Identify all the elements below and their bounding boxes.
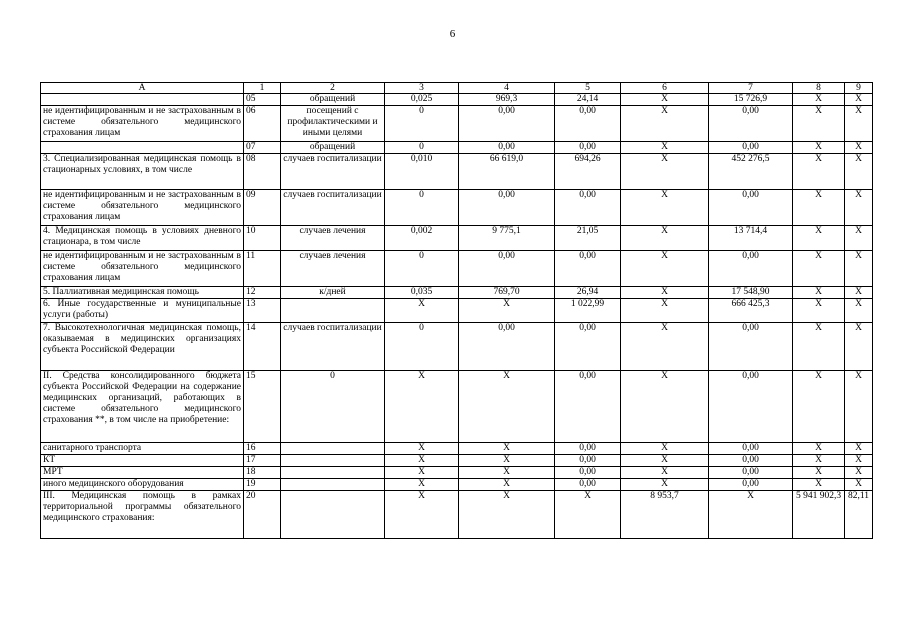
table-cell: 0 <box>385 142 459 154</box>
table-cell: Х <box>621 94 709 106</box>
table-cell: Х <box>793 467 845 479</box>
table-cell: Х <box>845 323 873 371</box>
table-cell: Х <box>385 443 459 455</box>
table-row <box>41 479 873 491</box>
table-cell: 18 <box>244 467 281 479</box>
table-cell <box>281 443 385 455</box>
table-cell: Х <box>459 371 555 443</box>
table-row <box>41 106 873 142</box>
table-cell: 0,00 <box>555 371 621 443</box>
table-cell: Х <box>793 479 845 491</box>
table-cell: Х <box>385 299 459 323</box>
table-cell: Х <box>793 190 845 226</box>
table-cell: Х <box>845 154 873 190</box>
table-cell: Х <box>793 106 845 142</box>
table-cell: 0 <box>385 106 459 142</box>
table-cell: Х <box>793 371 845 443</box>
table-cell: Х <box>621 106 709 142</box>
table-cell <box>281 479 385 491</box>
table-cell: Х <box>793 455 845 467</box>
table-cell: Х <box>621 467 709 479</box>
table-cell: Х <box>845 287 873 299</box>
table-cell: 5. Паллиативная медицинская помощь <box>41 287 244 299</box>
table-cell: 7. Высокотехнологичная медицинская помощь, оказываемая в медицинских организациях субъекта Российской Федерации <box>41 323 244 371</box>
table-cell: Х <box>621 479 709 491</box>
table-cell: Х <box>845 371 873 443</box>
table-cell: Х <box>385 467 459 479</box>
table-cell <box>281 299 385 323</box>
table-cell: 4. Медицинская помощь в условиях дневного стационара, в том числе <box>41 226 244 251</box>
table-cell: 11 <box>244 251 281 287</box>
table-cell: 09 <box>244 190 281 226</box>
table-row <box>41 287 873 299</box>
table-cell: 0,00 <box>459 142 555 154</box>
column-header-7: 7 <box>709 83 793 94</box>
table-cell: 13 <box>244 299 281 323</box>
table-cell: 6. Иные государственные и муниципальные услуги (работы) <box>41 299 244 323</box>
table-cell: к/дней <box>281 287 385 299</box>
table-cell: Х <box>555 491 621 539</box>
table-cell: 969,3 <box>459 94 555 106</box>
column-header-1: 1 <box>244 83 281 94</box>
table-cell: 24,14 <box>555 94 621 106</box>
table-row <box>41 443 873 455</box>
table-row <box>41 142 873 154</box>
column-header-0: А <box>41 83 244 94</box>
table-cell: случаев госпитализации <box>281 154 385 190</box>
table-cell: КТ <box>41 455 244 467</box>
table-cell: 9 775,1 <box>459 226 555 251</box>
table-cell: 666 425,3 <box>709 299 793 323</box>
table-cell: 0,00 <box>709 190 793 226</box>
table-row <box>41 299 873 323</box>
table-cell: 1 022,99 <box>555 299 621 323</box>
table-row <box>41 94 873 106</box>
table-cell: III. Медицинская помощь в рамках территориальной программы обязательного медицинского страхования: <box>41 491 244 539</box>
financing-table <box>40 82 873 539</box>
table-row <box>41 491 873 539</box>
table-cell: Х <box>621 251 709 287</box>
table-cell: 0,00 <box>459 251 555 287</box>
table-cell: 82,11 <box>845 491 873 539</box>
column-header-8: 8 <box>793 83 845 94</box>
table-cell: Х <box>845 106 873 142</box>
table-cell: 0,00 <box>459 323 555 371</box>
table-row <box>41 323 873 371</box>
table-cell: Х <box>621 455 709 467</box>
table-cell: 12 <box>244 287 281 299</box>
table-cell: 0,00 <box>555 455 621 467</box>
table-cell: 0 <box>385 251 459 287</box>
table-cell: Х <box>459 479 555 491</box>
column-header-9: 9 <box>845 83 873 94</box>
table-cell: Х <box>845 142 873 154</box>
table-cell: 0,00 <box>555 142 621 154</box>
table-cell: Х <box>845 443 873 455</box>
table-cell: 07 <box>244 142 281 154</box>
table-cell: 20 <box>244 491 281 539</box>
table-cell: случаев госпитализации <box>281 190 385 226</box>
table-cell: санитарного транспорта <box>41 443 244 455</box>
table-cell: Х <box>459 467 555 479</box>
table-cell: Х <box>621 371 709 443</box>
table-cell: 17 <box>244 455 281 467</box>
table-cell: Х <box>793 299 845 323</box>
table-cell: Х <box>845 251 873 287</box>
table-cell: 0 <box>385 190 459 226</box>
table-cell: 0,00 <box>555 467 621 479</box>
table-cell: 08 <box>244 154 281 190</box>
table-cell: Х <box>793 226 845 251</box>
table-cell: Х <box>459 299 555 323</box>
table-cell <box>281 467 385 479</box>
table-cell: Х <box>621 226 709 251</box>
column-header-4: 4 <box>459 83 555 94</box>
table-cell: 13 714,4 <box>709 226 793 251</box>
table-cell: 0,00 <box>709 371 793 443</box>
column-header-5: 5 <box>555 83 621 94</box>
table-cell: Х <box>845 299 873 323</box>
table-cell: 0,00 <box>709 142 793 154</box>
table-cell: обращений <box>281 94 385 106</box>
table-cell: 0 <box>385 323 459 371</box>
table-cell: Х <box>709 491 793 539</box>
table-cell: 0,002 <box>385 226 459 251</box>
table-cell: Х <box>793 443 845 455</box>
table-cell: Х <box>621 154 709 190</box>
table-cell: 66 619,0 <box>459 154 555 190</box>
table-cell: Х <box>385 371 459 443</box>
table-cell: 8 953,7 <box>621 491 709 539</box>
table-cell: Х <box>845 479 873 491</box>
table-cell: Х <box>621 299 709 323</box>
table-cell <box>41 142 244 154</box>
table-cell: не идентифицированным и не застрахованным в системе обязательного медицинского страхования лицам <box>41 190 244 226</box>
table-cell: Х <box>621 142 709 154</box>
column-header-3: 3 <box>385 83 459 94</box>
table-cell: случаев лечения <box>281 251 385 287</box>
table-cell: 5 941 902,3 <box>793 491 845 539</box>
table-cell: 0,00 <box>709 323 793 371</box>
table-row <box>41 251 873 287</box>
table-cell: Х <box>459 443 555 455</box>
table-cell: Х <box>621 323 709 371</box>
table-cell: 0,00 <box>555 251 621 287</box>
table-cell: 769,70 <box>459 287 555 299</box>
table-row <box>41 467 873 479</box>
table-cell: Х <box>621 190 709 226</box>
column-header-6: 6 <box>621 83 709 94</box>
table-cell: 0,00 <box>709 106 793 142</box>
table-cell: Х <box>621 287 709 299</box>
table-row <box>41 190 873 226</box>
table-cell: 0,00 <box>459 106 555 142</box>
table-cell: 0,00 <box>555 106 621 142</box>
table-cell: 15 726,9 <box>709 94 793 106</box>
table-cell: посещений с профилактическими и иными целями <box>281 106 385 142</box>
table-cell: 21,05 <box>555 226 621 251</box>
table-cell: 0,025 <box>385 94 459 106</box>
table-cell: случаев лечения <box>281 226 385 251</box>
table-cell: не идентифицированным и не застрахованным в системе обязательного медицинского страхования лицам <box>41 251 244 287</box>
table-cell: МРТ <box>41 467 244 479</box>
table-cell: Х <box>385 491 459 539</box>
table-cell: 0,00 <box>709 479 793 491</box>
column-header-2: 2 <box>281 83 385 94</box>
table-cell: 0,00 <box>709 467 793 479</box>
table-cell: Х <box>385 479 459 491</box>
table-cell: 0,00 <box>709 251 793 287</box>
table-cell: 452 276,5 <box>709 154 793 190</box>
table-cell: 16 <box>244 443 281 455</box>
table-cell: иного медицинского оборудования <box>41 479 244 491</box>
table-cell: 19 <box>244 479 281 491</box>
table-cell: Х <box>845 455 873 467</box>
table-cell: 0,00 <box>555 479 621 491</box>
table-cell: Х <box>621 443 709 455</box>
table-cell: 0,00 <box>709 443 793 455</box>
table-cell <box>281 491 385 539</box>
table-cell: 0,010 <box>385 154 459 190</box>
table-header-row <box>41 83 873 94</box>
table-cell: 694,26 <box>555 154 621 190</box>
table-cell <box>281 455 385 467</box>
table-cell: 26,94 <box>555 287 621 299</box>
table-cell: 15 <box>244 371 281 443</box>
table-cell: Х <box>793 94 845 106</box>
table-cell: 0,00 <box>555 443 621 455</box>
table-cell: 0,00 <box>555 190 621 226</box>
table-cell: 10 <box>244 226 281 251</box>
table-row <box>41 371 873 443</box>
table-cell: случаев госпитализации <box>281 323 385 371</box>
table-cell: 0 <box>281 371 385 443</box>
table-cell: 3. Специализированная медицинская помощь в стационарных условиях, в том числе <box>41 154 244 190</box>
table-row <box>41 154 873 190</box>
table-cell: II. Средства консолидированного бюджета субъекта Российской Федерации на содержание медицинских организаций, работающих в системе обязательного медицинского страхования **, в том числе на приобретение: <box>41 371 244 443</box>
table-cell: не идентифицированным и не застрахованным в системе обязательного медицинского страхования лицам <box>41 106 244 142</box>
table-cell: Х <box>385 455 459 467</box>
table-cell: 0,035 <box>385 287 459 299</box>
table-cell: Х <box>845 94 873 106</box>
table-cell: 0,00 <box>709 455 793 467</box>
table-cell: Х <box>845 226 873 251</box>
table-cell: обращений <box>281 142 385 154</box>
table-cell: Х <box>845 467 873 479</box>
table-cell: 17 548,90 <box>709 287 793 299</box>
table-cell: Х <box>845 190 873 226</box>
table-cell: Х <box>459 455 555 467</box>
table-cell: 05 <box>244 94 281 106</box>
table-cell: 0,00 <box>459 190 555 226</box>
table-cell: 14 <box>244 323 281 371</box>
table-cell: Х <box>793 323 845 371</box>
table-cell: 0,00 <box>555 323 621 371</box>
table-row <box>41 226 873 251</box>
page-number: 6 <box>449 28 456 40</box>
table-cell: Х <box>793 142 845 154</box>
table-cell: Х <box>793 287 845 299</box>
table-cell: 06 <box>244 106 281 142</box>
table-cell: Х <box>459 491 555 539</box>
table-cell <box>41 94 244 106</box>
table-cell: Х <box>793 251 845 287</box>
table-cell: Х <box>793 154 845 190</box>
table-row <box>41 455 873 467</box>
